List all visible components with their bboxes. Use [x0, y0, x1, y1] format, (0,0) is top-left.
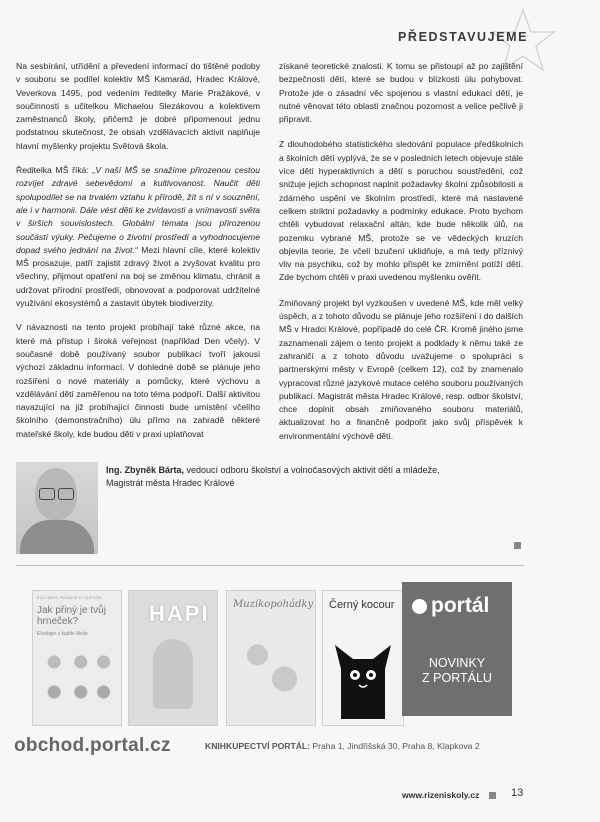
shop-address-list: Praha 1, Jindřišská 30, Praha 8, Klapkova 2 [310, 741, 480, 751]
book-illustration [237, 631, 305, 711]
book-cover[interactable] [226, 590, 316, 726]
paragraph: Z dlouhodobého statistického sledování populace předškolních a školních dětí vyplývá, že se v posledních letech objevuje stále více dětí hyperaktivních a dětí s poruchou soustředění, což snižuje jejich schopnost naplnit požadavky školní způsobilosti a zdárného uspění ve školním prostředí, které má nastavené celkem striktní požadavky a podmínky edukace. Proto bychom chtěli vybudovat relaxační altán, kde bude několik úlů, na pozemku vybrané MŠ, protože se ve vědeckých kruzích objevila teorie, že včelí bzučení uklidňuje, a má tedy příznivý vliv na psychiku, což by mohlo přispět ke zmírnění potíží dětí. Zde bychom chtěli v praxi uvedenou myšlenku ověřit. [279, 139, 523, 283]
portal-logo-text: portál [431, 594, 490, 617]
paragraph: Na sesbírání, utřídění a převedení informací do tištěné podoby v souboru se podílel kolektiv MŠ Kamarád, Hradec Králové, Veverkova 1495, pod vedením ředitelky Marie Pražákové, v součinnosti s učitelkou Michaelou Slezákovou a kolektivem zaměstnanců školy, přičemž je dobré připomenout jednu podstatnou skutečnost, že obsah vzdělávacích aktivit naplňuje hlavní myšlenky projektu Světová škola. [16, 61, 260, 151]
paragraph-intro: Ředitelka MŠ říká: [16, 165, 93, 176]
book-authors: ELLY BAYS, ROSALIE O. CLIFTON [37, 595, 101, 600]
author-box [16, 462, 524, 562]
shop-label: KNIHKUPECTVÍ PORTÁL: [205, 741, 311, 751]
book-title: Jak přiný je tvůj hrneček? [37, 605, 106, 627]
section-title: PŘEDSTAVUJEME [398, 30, 529, 44]
book-title: Muzikopohádky [233, 599, 314, 610]
paragraph: Zmiňovaný projekt byl vyzkoušen v uvedené MŠ, kde měl velký úspěch, a z tohoto důvodu se plánuje jeho rozšíření i do dalších MŠ v Hradci Králové, popřípadě do celé ČR. Kromě jiného jsme zaznamenali zájem o tento projekt a podklady k němu také ze zahraničí a z tohoto důvodu uvažujeme o spolupráci s partnerskými městy v Evropě (celkem 12), což by znamenalo vypracovat různé jazykové mutace celého souboru používaných publikací. Magistrát města Hradec Králové, resp. odbor školství, chce doplnit obsah zmiňovaného souboru materiálů, aktualizovat ho a finančně podpořit jako svůj příspěvek k environmentální výchově dětí. [279, 297, 523, 441]
author-name: Ing. Zbyněk Bárta, [106, 465, 185, 475]
paragraph: V návaznosti na tento projekt probíhají také různé akce, na které má přístup i široká veřejnost (například Den včely). V současné době používaný soubor publikací tvoří jakousi výchozí základnu informací. V dohledné době se plánuje jeho rozšíření o nové materiály a pomůcky, které výchovu a vzdělávání dětí zaměřenou na toto téma podpoří. Další aktivitou navazující na již probíhající činnosti bude umístění včelího školního (demonstračního) úlu přímo na zahradě některé mateřské školy, kde budou děti v praxi uplatňovat [16, 322, 260, 439]
portal-banner[interactable] [402, 582, 512, 716]
book-cover[interactable] [322, 590, 404, 726]
portal-logo [412, 594, 489, 618]
author-org: Magistrát města Hradec Králové [106, 478, 235, 488]
paragraph [16, 164, 260, 310]
divider [16, 565, 524, 566]
portal-message [402, 656, 512, 686]
paragraph: získané teoretické znalosti. K tomu se přistoupí až po zajištění bezpečnosti dětí, které se budou v blízkosti úlu pohybovat. Protože jde o zásadní věc spojenou s vlastní edukací dětí, je nutné věnovat této oblasti značnou pozornost a velice pečlivě ji připravit. [279, 61, 523, 125]
portal-message-line: Z PORTÁLU [422, 671, 492, 685]
paragraph-rest: Mezi hlavní cíle, které kolektiv MŠ prosazuje, patří zajistit zdravý život a zvyšovat kvalitu pro všechny, přijmout opatření na boj se změnou klimatu, chránit a udržovat přírodní prostředí, obnovovat a podporovat udržitelné využívání ekosystémů a zastavit úbytek biodiverzity. [16, 244, 260, 309]
article-right-column [279, 60, 523, 455]
author-role: vedoucí odboru školství a volnočasových aktivit dětí a mládeže, [184, 465, 440, 475]
book-title: Černý kocour [329, 599, 395, 611]
page-number: 13 [511, 787, 524, 799]
director-quote: „V naší MŠ se snažíme přirozenou cestou rozvíjet zdravé sebevědomí a kultivovanost. Naučit děti spolupodílet se na trvalém vztahu k přírodě, žít s ní v souznění, ale i v harmonii. Dále vést děti ke zvídavosti a vnímavosti světa v širších souvislostech. Globální témata jsou přirozenou součástí výuky. Pečujeme o životní prostředí a vyhodnocujeme dopad svého jednání na život.“ [16, 165, 260, 255]
footer-website-link[interactable]: www.rizeniskoly.cz [402, 790, 480, 800]
cat-icon [331, 639, 395, 719]
book-illustration [153, 639, 193, 709]
author-photo [16, 462, 98, 554]
end-square-icon [514, 542, 521, 549]
book-cover[interactable] [32, 590, 122, 726]
shop-addresses [205, 741, 480, 751]
footer-square-icon [489, 792, 496, 799]
book-cover[interactable] [128, 590, 218, 726]
portal-logo-icon [412, 599, 427, 614]
article-left-column [16, 60, 260, 452]
book-subtitle: Ekologie v každé škole [37, 631, 88, 637]
book-illustration [39, 647, 115, 707]
portal-message-line: NOVINKY [428, 656, 486, 670]
author-caption [106, 464, 440, 490]
book-title: HAPI [149, 601, 210, 626]
shop-url-link[interactable]: obchod.portal.cz [14, 735, 171, 756]
